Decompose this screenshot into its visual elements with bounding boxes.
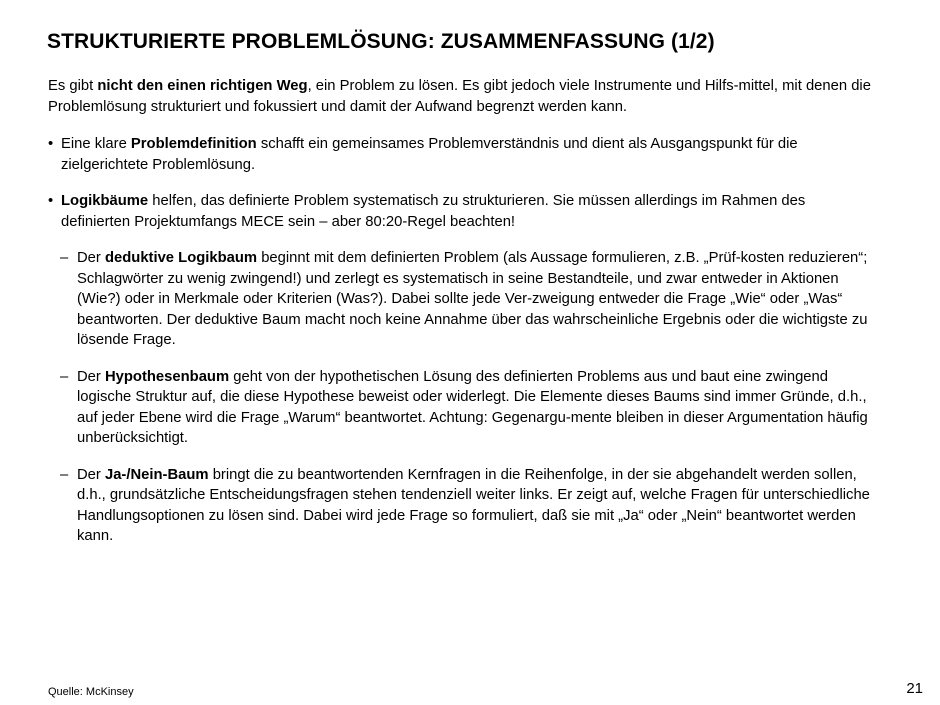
bullet-text-post: helfen, das definierte Problem systematisch zu strukturieren. Sie müssen allerdings im Rahmen des definierten Projektumfangs MECE sein – aber 80:20-Regel beachten!: [61, 193, 806, 230]
page-number: 21: [906, 680, 923, 697]
summary-content: [48, 76, 878, 563]
subitem-text-post: bringt die zu beantwortenden Kernfragen in die Reihenfolge, in der sie abgehandelt werden sollen, d.h., grundsätzliche Entscheidungsfragen stehen tendenziell weiter links. Er zeigt auf, welche Fragen für unterschiedliche Handlungsoptionen zu lösen sind. Dabei wird jede Frage so formuliert, daß sie mit „Ja“ oder „Nein“ beantwortet werden kann.: [77, 466, 870, 544]
dash-marker: –: [60, 250, 69, 266]
subitem-text-bold: Hypothesenbaum: [104, 368, 230, 385]
intro-text-bold: nicht den einen richtigen Weg: [97, 78, 308, 94]
dash-marker: –: [60, 368, 69, 385]
subitem-text-post: beginnt mit dem definierten Problem (als Aussage formulieren, z.B. „Prüf-kosten reduzieren“; Schlagwörter zu wenig zwingend!) und zerlegt es systematisch in seine Bestandteile, und zwar entweder in Aktionen (Wie?) oder in Merkmale oder Kriterien (Was?). Dabei sollte jede Ver-zweigung entweder die Frage „Wie“ oder „Was“ beantworten. Der deduktive Baum macht noch keine Annahme über das wahrscheinliche Ergebnis oder die wichtigste zu lösende Frage.: [77, 250, 868, 348]
bullet-marker: •: [48, 193, 54, 209]
bullet-problem-definition: [48, 134, 878, 175]
bullet-text-bold: Logikbäume: [61, 193, 149, 209]
subitem-text-pre: Der: [77, 466, 105, 483]
page-title: STRUKTURIERTE PROBLEMLÖSUNG: ZUSAMMENFASSUNG (1/2): [47, 30, 715, 53]
subitem-text-bold: deduktive Logikbaum: [104, 250, 258, 266]
bullet-marker: •: [48, 136, 54, 152]
bullet-text-post: schafft ein gemeinsames Problemverständnis und dient als Ausgangspunkt für die zielgerichtete Problemlösung.: [61, 136, 798, 173]
subitem-text-post: geht von der hypothetischen Lösung des definierten Problems aus und baut eine zwingend logische Struktur auf, die diese Hypothese beweist oder widerlegt. Die Elemente dieses Baums sind immer Gründe, d.h., auf jeder Ebene wird die Frage „Warum“ beantwortet. Achtung: Gegenargu-mente bleiben in dieser Argumentation häufig unberücksichtigt.: [77, 368, 868, 446]
subitem-text-bold: Ja-/Nein-Baum: [104, 466, 209, 483]
intro-text-post: , ein Problem zu lösen. Es gibt jedoch viele Instrumente und Hilfs-mittel, mit denen die Problemlösung strukturiert und fokussiert und damit der Aufwand begrenzt werden kann.: [48, 78, 871, 115]
intro-paragraph: [48, 76, 878, 117]
bullet-text-bold: Problemdefinition: [130, 136, 257, 152]
dash-marker: –: [60, 466, 69, 483]
subitem-deductive-tree: [48, 248, 878, 351]
bullet-text-pre: Eine klare: [61, 136, 131, 152]
intro-text-pre: Es gibt: [48, 78, 98, 94]
source-note: Quelle: McKinsey: [48, 686, 134, 698]
subitem-text-pre: Der: [77, 250, 105, 266]
bullet-logic-trees: [48, 191, 878, 232]
subitem-text-pre: Der: [77, 368, 105, 385]
subitem-yes-no-tree: [48, 465, 878, 547]
subitem-hypothesis-tree: [48, 367, 878, 449]
